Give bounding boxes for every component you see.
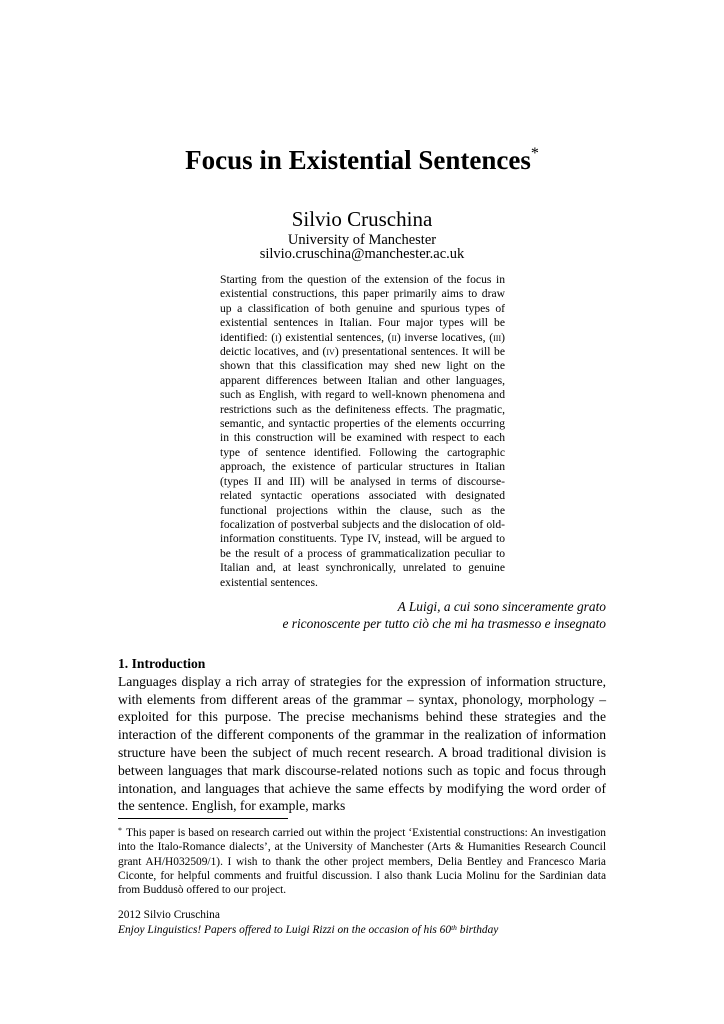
paper-title-text: Focus in Existential Sentences [185, 145, 531, 175]
dedication [86, 598, 606, 632]
colophon [118, 908, 618, 937]
paper-title [0, 142, 724, 178]
abstract-text-1: Starting from the question of the extension of the focus in existential constructions, this paper primarily aims to draw up a classification of both genuine and spurious types of existential sentences in Italian. Four major types will be identified: ( [220, 273, 505, 344]
footnote-text: This paper is based on research carried out within the project ‘Existential constructions: An investigation into the Italo-Romance dialects’, at the University of Manchester (Arts & Humanities Research Council grant AH/H032509/1). I wish to thank the other project members, Delia Bentley and Francesco Maria Ciconte, for helpful comments and fruitful discussion. I also thank Lucia Molinu for the Sardinian data from Buddusò offered to our project. [118, 827, 606, 897]
footnote-mark: * [118, 826, 122, 835]
abstract [220, 273, 505, 590]
abstract-text-2: ) existential sentences, ( [277, 330, 392, 344]
book-citation [118, 923, 618, 938]
dedication-line-1: A Luigi, a cui sono sinceramente grato [397, 599, 606, 614]
abstract-text-4: ) deictic locatives, and ( [220, 330, 505, 359]
abstract-numeral-1: i [275, 330, 278, 344]
abstract-text-3: ) inverse locatives, ( [396, 330, 494, 344]
abstract-numeral-2: ii [391, 330, 397, 344]
author-name: Silvio Cruschina [291, 207, 433, 231]
book-citation-ordinal: th [451, 922, 457, 932]
section-body: Languages display a rich array of strategies for the expression of information structure, with elements from different areas of the grammar – syntax, phonology, morphology – exploited for this purpose. The precise mechanisms behind these strategies and the interaction of the different components of the grammar in the realization of information structure have been the subject of much recent research. A broad traditional division is between languages that mark discourse-related notions such as topic and focus through intonation, and languages that achieve the same effects by modifying the word order of the sentence. English, for example, marks [118, 673, 606, 814]
book-citation-end: birthday [456, 923, 499, 936]
abstract-numeral-4: iv [326, 345, 335, 359]
abstract-numeral-3: iii [493, 330, 502, 344]
footnote-divider [118, 818, 288, 819]
author-affiliation: University of Manchester [287, 232, 437, 248]
copyright-line: 2012 Silvio Cruschina [118, 909, 220, 921]
book-citation-text: Enjoy Linguistics! Papers offered to Luigi Rizzi on the occasion of his 60 [118, 923, 452, 936]
section-heading: 1. Introduction [118, 656, 206, 671]
dedication-line-2: e riconoscente per tutto ciò che mi ha trasmesso e insegnato [282, 616, 606, 631]
introduction-section [118, 655, 606, 815]
title-footnote-mark: * [530, 145, 539, 162]
author-email: silvio.cruschina@manchester.ac.uk [259, 246, 465, 262]
footnote [118, 826, 606, 897]
abstract-text-5: ) presentational sentences. It will be shown that this classification may shed new light on the apparent differences between Italian and other languages, such as English, with regard to well-known phenomena and restrictions such as the definiteness effects. The pragmatic, semantic, and syntactic properties of the elements occurring in this construction will be examined with respect to each type of sentence identified. Following the cartographic approach, the existence of particular structures in Italian (types II and III) will be analysed in terms of discourse-related syntactic operations associated with designated functional projections within the clause, such as the focalization of postverbal subjects and the dislocation of old-information constituents. Type IV, instead, will be argued to be the result of a process of grammaticalization peculiar to Italian and, at least synchronically, unrelated to genuine existential sentences. [220, 345, 505, 589]
